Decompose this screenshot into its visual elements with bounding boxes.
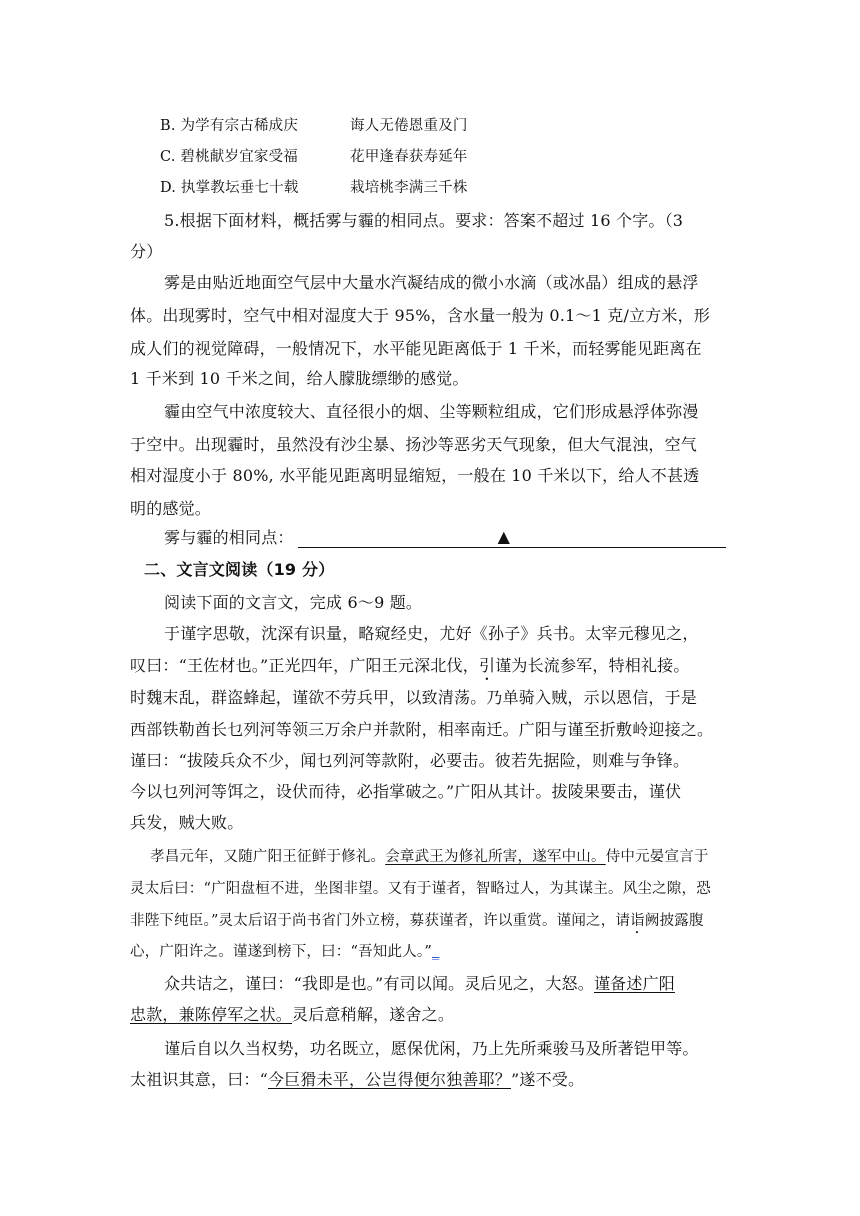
passage-p2-line-1 [150,847,709,867]
section-2-heading: 二、文言文阅读（19 分） [144,560,335,579]
passage-p1-line-4: 西部铁勒酋长乜列河等领三万余户并款附，相率南迁。广阳与谨至折敷岭迎接之。 [130,720,714,739]
emphasis-char-yin: 引 [478,656,496,675]
passage-p1-line-2a: 叹曰：“王佐材也。”正光四年，广阳王元深北伐， [130,656,479,675]
option-b [160,115,468,136]
option-c [160,146,468,167]
option-d [160,177,468,198]
passage-p4-line-2b: ”遂不受。 [511,1070,585,1089]
haze-line-1: 霾由空气中浓度较大、直径很小的烟、尘等颗粒组成，它们形成悬浮体弥漫 [164,402,699,421]
option-d-left: D. 执掌教坛垂七十载 [160,180,299,196]
passage-p4-underlined: 今巨猾未平，公岂得便尔独善耶？ [267,1070,511,1089]
passage-p2-line-4a: 心，广阳许之。谨遂到榜下，曰：“吾知此人。” [130,944,432,960]
passage-p1-line-6: 今以乜列河等饵之，设伏而待，必指掌破之。”广阳从其计。拔陵果要击，谨伏 [130,782,682,801]
answer-label: 雾与霾的相同点： [164,528,294,547]
triangle-marker-icon: ▲ [497,527,511,546]
option-b-right: 诲人无倦恩重及门 [350,118,468,134]
passage-p2-line-1b: 侍中元晏宣言于 [605,849,709,865]
passage-p2-line-3 [130,911,704,937]
haze-line-3: 相对湿度小于 80%, 水平能见距离明显缩短，一般在 10 千米以下，给人不甚透 [130,466,700,485]
question-5-line-2: 分） [130,242,163,261]
fog-line-1: 雾是由贴近地面空气层中大量水汽凝结成的微小水滴（或冰晶）组成的悬浮 [164,273,699,292]
haze-line-4: 明的感觉。 [130,499,212,518]
answer-blank[interactable] [298,529,726,548]
passage-p3-line-2b: 灵后意稍解，遂舍之。 [292,1005,455,1024]
answer-row [164,528,726,548]
passage-p4-line-2a: 太祖识其意，曰：“ [130,1070,268,1089]
passage-p4-line-1: 谨后自以久当权势，功名既立，愿保优闲，乃上先所乘骏马及所著铠甲等。 [164,1039,699,1058]
passage-p2-line-3a: 非陛下纯臣。”灵太后诏于尚书省门外立榜，募获谨者，许以重赏。谨闻之，请 [130,913,631,929]
passage-p1-line-3: 时魏末乱，群盗蜂起，谨欲不劳兵甲，以致清荡。乃单骑入贼，示以恩信，于是 [130,688,698,707]
option-b-left: B. 为学有宗古稀成庆 [160,118,299,134]
emphasis-char-yi: 诣 [630,913,645,929]
passage-p2-underlined-1: 会章武王为修礼所害，遂军中山。 [385,849,606,865]
fog-line-2: 体。出现雾时，空气中相对湿度大于 95%，含水量一般为 0.1～1 克/立方米，形 [130,306,711,325]
option-c-left: C. 碧桃献岁宜家受福 [160,149,298,165]
passage-p2-line-4 [130,942,439,962]
haze-line-2: 于空中。出现霾时，虽然没有沙尘暴、扬沙等恶劣天气现象，但大气混浊，空气 [130,435,698,454]
passage-p2-line-1a: 孝昌元年，又随广阳王征鲜于修礼。 [150,849,386,865]
passage-p3-underlined-1: 谨备述广阳 [593,974,675,993]
passage-p3-line-1a: 众共诘之，谨曰：“我即是也。”有司以闻。灵后见之，大怒。 [164,974,594,993]
passage-p1-line-1: 于谨字思敬，沈深有识量，略窥经史，尤好《孙子》兵书。太宰元穆见之， [164,624,699,643]
section-2-intro: 阅读下面的文言文，完成 6～9 题。 [164,593,423,612]
passage-p3-underlined-2: 忠款，兼陈停军之状。 [130,1005,293,1024]
blue-underscore-mark: _ [431,944,440,960]
option-c-right: 花甲逢春获寿延年 [350,149,468,165]
passage-p4-line-2 [130,1070,584,1090]
fog-line-3: 成人们的视觉障碍，一般情况下，水平能见距离低于 1 千米，而轻雾能见距离在 [130,339,702,358]
option-d-right: 栽培桃李满三千株 [350,180,468,196]
passage-p2-line-2: 灵太后曰：“广阳盘桓不进，坐图非望。又有于谨者，智略过人，为其谋主。风尘之隙，恐 [130,881,711,897]
fog-line-4: 1 千米到 10 千米之间，给人朦胧缥缈的感觉。 [130,369,469,388]
passage-p2-line-3b: 阙披露腹 [644,913,704,929]
passage-p1-line-2 [130,656,690,684]
passage-p3-line-2 [130,1005,454,1025]
passage-p1-line-7: 兵发，贼大败。 [130,813,244,832]
question-5-line-1: 5.根据下面材料，概括雾与霾的相同点。要求：答案不超过 16 个字。（3 [164,211,684,230]
passage-p1-line-2b: 谨为长流参军，特相礼接。 [495,656,690,675]
passage-p3-line-1 [164,974,675,994]
passage-p1-line-5: 谨曰：“拔陵兵众不少，闻乜列河等款附，必要击。彼若先据险，则难与争锋。 [130,751,690,770]
